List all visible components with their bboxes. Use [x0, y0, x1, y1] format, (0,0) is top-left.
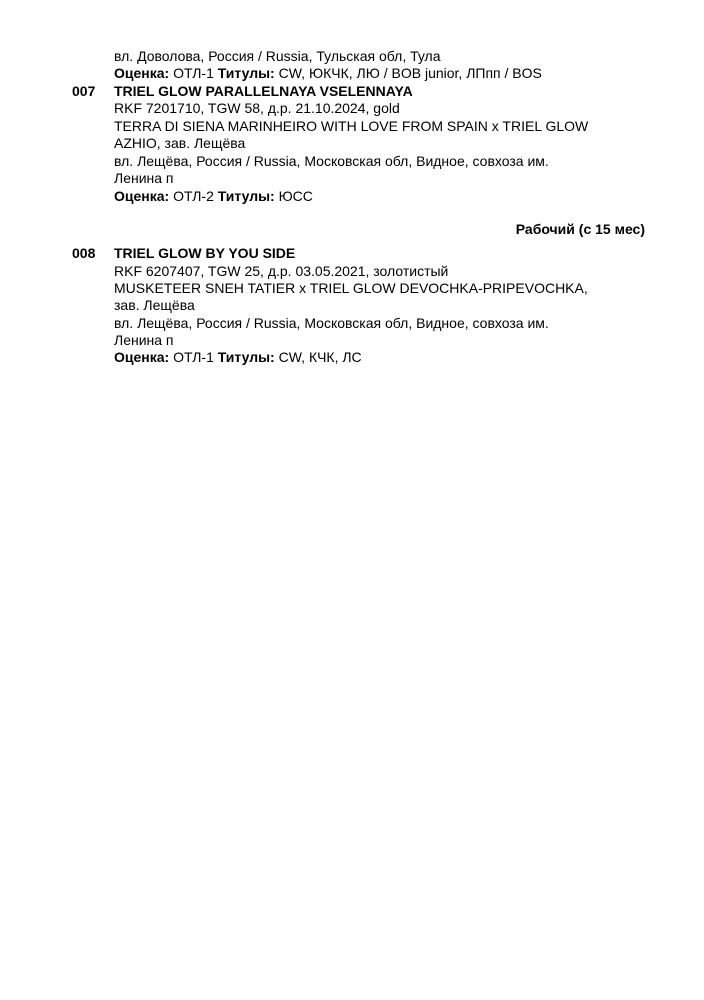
dog-name: TRIEL GLOW PARALLELNAYA VSELENNAYA	[114, 83, 413, 99]
grade-line	[114, 188, 313, 205]
dog-details: RKF 6207407, TGW 25, д.р. 03.05.2021, золотистый	[114, 263, 449, 279]
titles-label: Титулы:	[217, 65, 275, 81]
titles-label: Титулы:	[217, 188, 275, 204]
dog-parents-cont: зав. Лещёва	[114, 297, 195, 313]
dog-details: RKF 7201710, TGW 58, д.р. 21.10.2024, gold	[114, 100, 400, 116]
grade-label: Оценка:	[114, 349, 170, 365]
dog-parents: MUSKETEER SNEH TATIER x TRIEL GLOW DEVOCHKA-PRIPEVOCHKA,	[114, 280, 588, 296]
prev-entry-grade-line	[114, 65, 542, 82]
dog-parents: TERRA DI SIENA MARINHEIRO WITH LOVE FROM SPAIN x TRIEL GLOW	[114, 118, 589, 134]
grade-value: ОТЛ-2	[173, 188, 214, 204]
dog-name: TRIEL GLOW BY YOU SIDE	[114, 245, 296, 261]
grade-label: Оценка:	[114, 65, 170, 81]
titles-value: CW, ЮКЧК, ЛЮ / BOB junior, ЛПпп / BOS	[278, 65, 542, 81]
titles-label: Титулы:	[217, 349, 275, 365]
dog-owner: вл. Лещёва, Россия / Russia, Московская обл, Видное, совхоза им.	[114, 153, 549, 169]
entry-number: 008	[72, 245, 96, 261]
dog-owner-cont: Ленина п	[114, 170, 174, 186]
grade-line	[114, 349, 362, 366]
dog-owner-cont: Ленина п	[114, 332, 174, 348]
dog-owner: вл. Лещёва, Россия / Russia, Московская обл, Видное, совхоза им.	[114, 315, 549, 331]
prev-entry-owner: вл. Доволова, Россия / Russia, Тульская обл, Тула	[114, 48, 441, 64]
grade-value: ОТЛ-1	[173, 65, 214, 81]
dog-parents-cont: AZHIO, зав. Лещёва	[114, 135, 246, 151]
titles-value: CW, КЧК, ЛС	[278, 349, 362, 365]
entry-number: 007	[72, 83, 96, 99]
grade-value: ОТЛ-1	[173, 349, 214, 365]
class-heading: Рабочий (с 15 мес)	[515, 221, 645, 237]
grade-label: Оценка:	[114, 188, 170, 204]
titles-value: ЮСС	[278, 188, 313, 204]
